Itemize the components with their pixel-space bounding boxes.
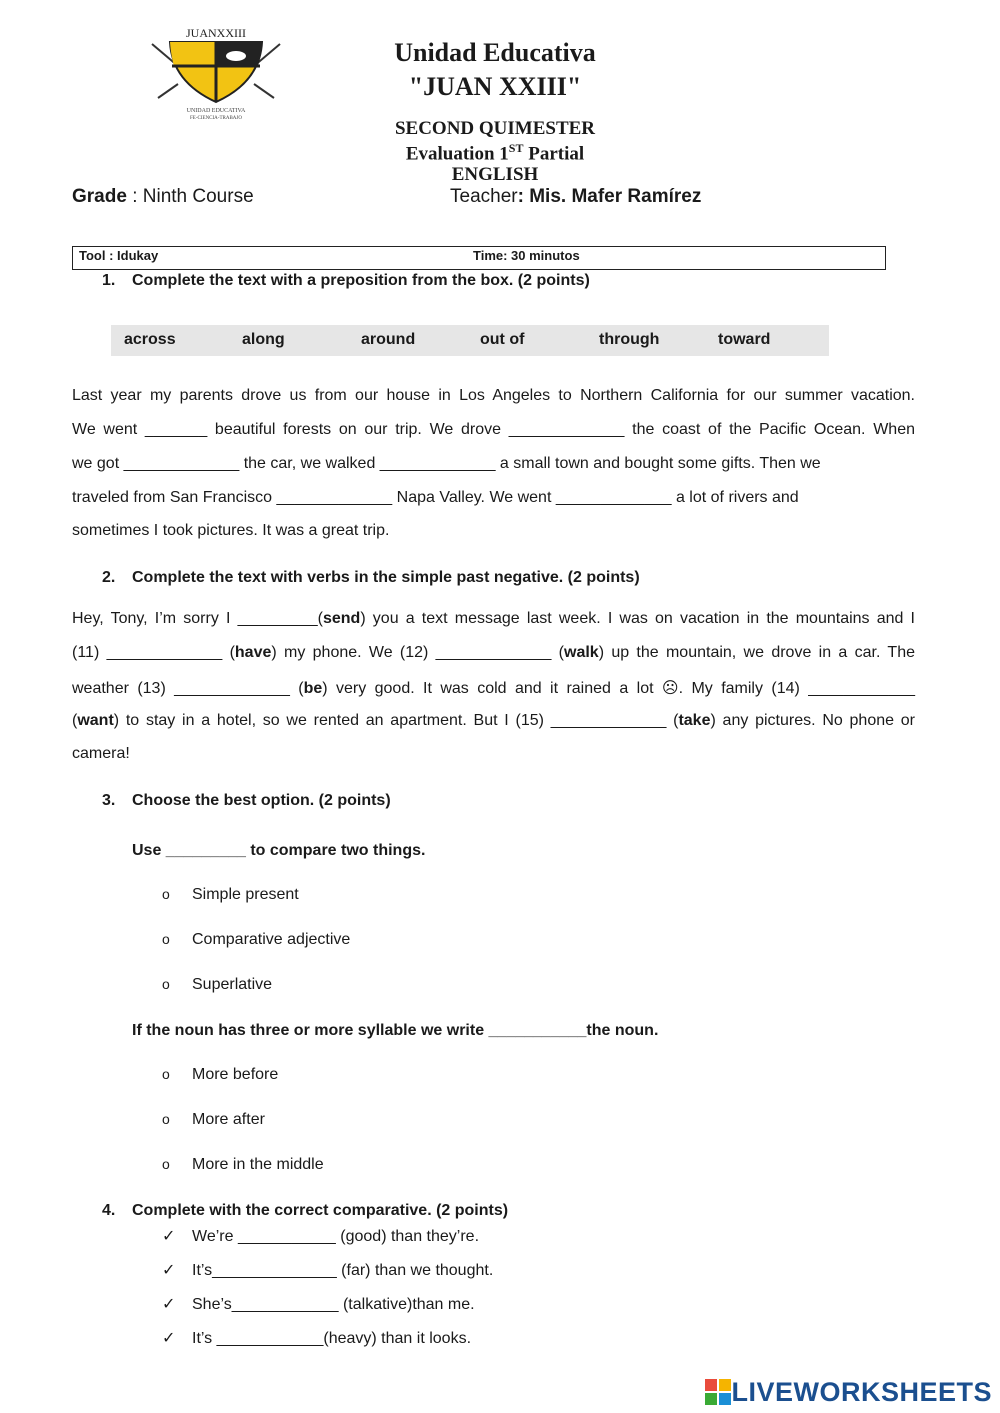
school-logo [148, 26, 284, 122]
quimester-title: SECOND QUIMESTER [394, 118, 596, 139]
evaluation-title: Evaluation 1ST Partial [405, 141, 585, 165]
checkmark-icon: ✓ [162, 1228, 176, 1245]
q3-heading: 3. Choose the best option. (2 points) [102, 792, 391, 809]
q3-stem-2: If the noun has three or more syllable we write ___________the noun. [132, 1022, 659, 1039]
time-label: Time: 30 minutos [473, 248, 580, 263]
word-across: across [124, 331, 176, 348]
checkmark-icon: ✓ [162, 1296, 176, 1313]
q2-heading: 2. Complete the text with verbs in the simple past negative. (2 points) [102, 569, 640, 586]
q4-item-3[interactable]: ✓ She’s____________ (talkative)than me. [162, 1296, 475, 1313]
q3-option-more-after[interactable]: o More after [162, 1111, 265, 1128]
liveworksheets-watermark [705, 1375, 992, 1409]
q1-text-line-3: we got _____________ the car, we walked _____________ a small town and bought some gifts. Then we [72, 455, 821, 472]
liveworksheets-logo-icon [705, 1379, 731, 1405]
q1-text-line-2: We went _______ beautiful forests on our trip. We drove _____________ the coast of the Pacific Ocean. When [72, 421, 915, 438]
q2-text-line-5: camera! [72, 745, 130, 762]
tool-time-box [72, 246, 886, 270]
q3-stem-1: Use _________ to compare two things. [132, 842, 426, 859]
q1-heading: 1. Complete the text with a preposition from the box. (2 points) [102, 272, 590, 289]
q1-text-line-5: sometimes I took pictures. It was a great trip. [72, 522, 390, 539]
grade-field: Grade : Ninth Course [72, 186, 254, 207]
q3-option-simple-present[interactable]: o Simple present [162, 886, 299, 903]
checkmark-icon: ✓ [162, 1330, 176, 1347]
q4-item-2[interactable]: ✓ It’s______________ (far) than we thought. [162, 1262, 494, 1279]
teacher-field: Teacher: Mis. Mafer Ramírez [450, 186, 702, 207]
q4-heading: 4. Complete with the correct comparative. (2 points) [102, 1202, 509, 1219]
radio-bullet-icon: o [162, 1111, 170, 1127]
tool-label: Tool : Idukay [79, 248, 159, 263]
school-name-line1: Unidad Educativa [394, 38, 596, 67]
word-along: along [242, 331, 285, 348]
q4-item-4[interactable]: ✓ It’s ____________(heavy) than it looks. [162, 1330, 472, 1347]
word-box [111, 325, 829, 356]
q3-option-more-in-the-middle[interactable]: o More in the middle [162, 1156, 324, 1173]
q2-text-line-4: (want) to stay in a hotel, so we rented an apartment. But I (15) _____________ (take) any pictures. No phone or [72, 712, 915, 729]
radio-bullet-icon: o [162, 976, 170, 992]
q3-option-comparative-adjective[interactable]: o Comparative adjective [162, 931, 351, 948]
word-toward: toward [718, 331, 771, 348]
radio-bullet-icon: o [162, 931, 170, 947]
school-name-line2: "JUAN XXIII" [408, 72, 582, 101]
liveworksheets-text: LIVEWORKSHEETS [731, 1376, 992, 1407]
q1-text-line-4: traveled from San Francisco _____________ Napa Valley. We went _____________ a lot of rivers and [72, 489, 799, 506]
checkmark-icon: ✓ [162, 1262, 176, 1279]
q2-text-line-1: Hey, Tony, I’m sorry I _________(send) you a text message last week. I was on vacation in the mountains and I [72, 610, 915, 627]
radio-bullet-icon: o [162, 886, 170, 902]
q4-item-1[interactable]: ✓ We’re ___________ (good) than they’re. [162, 1228, 480, 1245]
radio-bullet-icon: o [162, 1066, 170, 1082]
q1-text-line-1: Last year my parents drove us from our house in Los Angeles to Northern California for our summer vacation. [72, 387, 915, 404]
logo-motto: FE-CIENCIA-TRABAJO [190, 116, 242, 121]
q2-text-line-2: (11) _____________ (have) my phone. We (12) _____________ (walk) up the mountain, we drove in a car. The [72, 644, 916, 661]
word-around: around [361, 331, 416, 348]
word-through: through [599, 331, 660, 348]
subject-title: ENGLISH [451, 164, 539, 185]
radio-bullet-icon: o [162, 1156, 170, 1172]
logo-subtext: UNIDAD EDUCATIVA [186, 108, 246, 114]
q3-option-superlative[interactable]: o Superlative [162, 976, 273, 993]
q2-text-line-3: weather (13) _____________ (be) very good. It was cold and it rained a lot ☹. My family (14) ____________ [72, 680, 916, 697]
word-out-of: out of [480, 331, 525, 348]
logo-text: JUANXXIII [186, 26, 246, 40]
q3-option-more-before[interactable]: o More before [162, 1066, 279, 1083]
